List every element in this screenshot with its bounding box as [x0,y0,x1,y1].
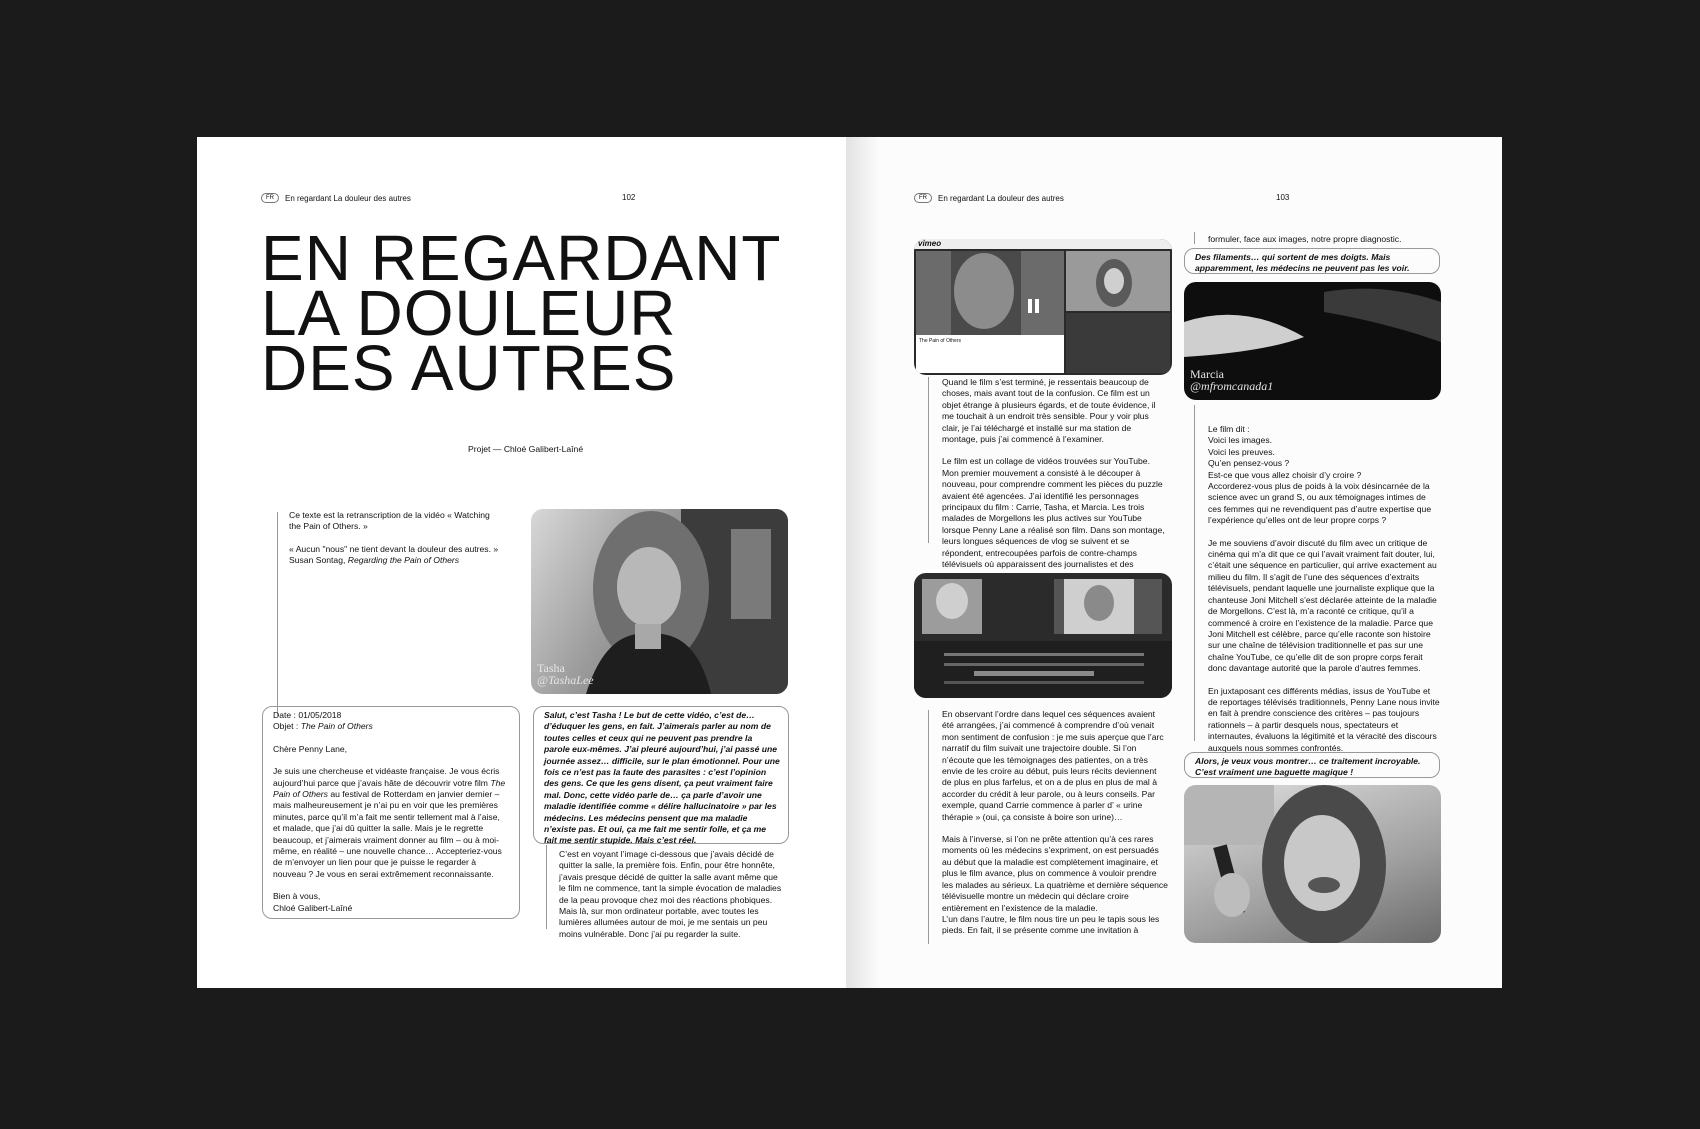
baguette-quote-box: Alors, je veux vous montrer… ce traitement incroyable. C’est vraiment une baguette magique ! [1184,752,1440,778]
intro-text [289,510,499,567]
film-says: Le film dit : Voici les images. Voici les preuves. Qu’en pensez-vous ? Est-ce que vous allez choisir d’y croire ? Accorderez-vous plus de poids à la voix désincarnée de la science avec un grand S, ou aux témoignages intimes de ces femmes qui ne revendiquent pas d’autre expertise que l’expérience qu’elles ont de leur propre corps ? [1208,424,1432,526]
video-player [916,251,1064,335]
marcia-caption [1190,368,1273,392]
title-line-1: EN REGARDANT [261,222,782,294]
page-number: 102 [622,193,636,202]
running-title: En regardant La douleur des autres [938,193,1064,203]
letter-date: Date : 01/05/2018 [273,710,342,720]
desktop-window [1066,313,1170,373]
tasha-quote-box: Salut, c’est Tasha ! Le but de cette vidéo, c’est de… d’éduquer les gens, en fait. J’aimerais parler au nom de toutes celles et ceux qui ne peuvent pas prendre la parole eux-mêmes. J’ai pleuré aujourd’hui, j’ai passé une journée assez… difficile, sur le plan émotionnel. Pour une fois ce n’est pas la faute des parasites : c’est l’opinion des gens. Ce que les gens disent, ça peut vraiment faire mal. Donc, cette vidéo parle de… ça parle d’avoir une maladie identifiée comme « délire hallucinatoire » par les médecins. Les médecins pensent que ma maladie n’existe pas. Et oui, ça me fait me sentir folle, et ça me fait me sentir stupide. Mais c’est réel. [533,706,789,844]
running-title: En regardant La douleur des autres [285,193,411,203]
running-header [914,193,1064,203]
col2-top-line: formuler, face aux images, notre propre diagnostic. [1208,234,1402,244]
editing-timeline-screenshot [914,573,1172,698]
paragraph-4: Mais à l’inverse, si l’on ne prête attention qu’à ces rares moments où les médecins s’expriment, on est persuadés au début que la maladie est complètement imaginaire, et plus le film avance, plus on commence à vouloir prendre les malades au sérieux. La quatrième et dernière séquence télévisuelle montre un médecin qui déclare croire entièrement en l’existence de la maladie. L’un dans l’autre, le film nous tire un peu le tapis sous les pieds. En fait, il se présente comme une invitation à [942,834,1168,936]
tasha-caption [537,662,594,686]
book-spine-shadow [846,137,880,988]
browser-bar [914,239,1172,249]
paragraph-5: Je me souviens d’avoir discuté du film avec un critique de cinéma qui m’a dit que ce qui l’avait vraiment fait douter, lui, c’était une séquence en particulier, qui arrive exactement au milieu du film. Il s’agit de l’une des séquences d’extraits télévisuels, pendant laquelle une journaliste explique que la chanteuse Joni Mitchell s’est déclarée atteinte de la maladie de Morgellons. C’est là, m’a raconté ce critique, qu’il a commencé à croire en l’existence de la maladie. Parce que Joni Mitchell est célèbre, parce qu’elle raconte son histoire sur une chaîne de télévision traditionnelle et pas sur une chaîne YouTube, ce qu’elle dit de son propre corps ferait donc davantage autorité que la parole d’autres femmes. [1208,537,1437,674]
caption-name: Marcia [1190,367,1224,381]
language-badge: FR [914,193,932,203]
timeline-graphic [914,573,1172,698]
right-page [846,137,1502,988]
letter-signature: Chloé Galibert-Laîné [273,902,353,913]
margin-rule-3 [1194,232,1195,244]
intro-note: Ce texte est la retranscription de la vidéo « Watching the Pain of Others. » [289,510,490,532]
body-paragraph: C’est en voyant l’image ci-dessous que j’avais décidé de quitter la salle, la première fois. Enfin, pour être honnête, j’avais presque décidé de quitter la salle avant même que le film ne commence, tant la simple évocation de maladies de la peau provoque chez moi des réactions phobiques. Mais là, sur mon ordinateur portable, avec toutes les lumières allumées autour de moi, je me sentais un peu moins vulnérable. Donc j’ai pu regarder la suite. [559,849,782,939]
paragraph-3: En observant l’ordre dans lequel ces séquences avaient été arrangées, j’ai commencé à comprendre d’où venait mon sentiment de confusion : je me suis aperçue que l’arc narratif du film suivait une trajectoire double. Si l’on n’écoute que les témoignages des patientes, on a très envie de les croire au début, puis leurs récits deviennent de plus en plus farfelus, et on a de plus en plus de mal à accorder du crédit à leur parole, ou à leurs conseils. Par exemple, quand Carrie commence à parler d’ « urine thérapie » (oui, ça consiste à boire son urine)… [942,709,1164,822]
vimeo-logo: vimeo [918,239,942,248]
title-line-3: DES AUTRES [261,332,677,404]
vimeo-screenshot [914,239,1172,375]
right-col1-text-lower [942,709,1168,948]
epigraph-source: Susan Sontag, Regarding the Pain of Others [289,555,460,566]
page-number: 103 [1276,193,1290,202]
letter-body: Je suis une chercheuse et vidéaste française. Je vous écris aujourd’hui parce que j’avais hâte de découvrir votre film The Pain of Others au festival de Rotterdam en janvier dernier – mais malheureusement je n’ai pu en voir que les premières minutes, parce qu’il m’a fait me sentir tellement mal à l’aise, et malade, que j’ai dû quitter la salle. Mais je le regrette beaucoup, et j’aimerais vraiment donner au film – ou à moi-même, en réalité – une nouvelle chance… Accepteriez-vous de m’envoyer un lien pour que je puisse le regarder à nouveau ? Je vous en serai extrêmement reconnaissante. [273,766,506,879]
paragraph-1: Quand le film s’est terminé, je ressentais beaucoup de choses, mais avant tout de la confusion. Ce film est un objet étrange à plusieurs égards, et de toute évidence, il me touchait à un endroit très sensible. Pour y voir plus clair, je l’ai téléchargé et installé sur ma station de montage, puis j’ai commencé à l’examiner. [942,377,1156,445]
letter-object: Objet : The Pain of Others [273,721,373,732]
caption-name: Tasha [537,661,565,675]
letter-box [262,706,520,919]
right-col1-text [942,377,1168,593]
video-info: The Pain of Others [916,335,1064,373]
article-title [261,222,782,404]
margin-rule-4 [1194,405,1195,741]
woman-image [1184,785,1441,943]
right-col2-text [1208,424,1440,765]
marcia-video-still [1184,282,1441,400]
tasha-video-still [531,509,788,694]
byline: Projet — Chloé Galibert-Laîné [468,444,584,454]
letter-closing: Bien à vous, [273,891,321,902]
caption-handle: @mfromcanada1 [1190,379,1274,393]
title-line-2: LA DOULEUR [261,277,677,349]
margin-rule-2 [928,710,929,944]
running-header [261,193,411,203]
caption-handle: @TashaLee [537,673,594,687]
paragraph-2: Le film est un collage de vidéos trouvées sur YouTube. Mon premier mouvement a consisté à le découper à nouveau, pour comprendre comment les pièces du puzzle avaient été agencées. J’ai identifié les personnages principaux du film : Carrie, Tasha, et Marcia. Les trois malades de Morgellons les plus actives sur YouTube lorsque Penny Lane a réalisé son film. Dans son montage, leurs longues séquences de vlog se suivent et se répondent, entrecoupées parfois de contre-champs télévisuels où apparaissent des journalistes et des [942,456,1165,570]
letter-greeting: Chère Penny Lane, [273,743,348,754]
video-frame [916,251,1064,335]
margin-rule [928,377,929,543]
margin-rule [277,512,278,716]
epigraph-quote: « Aucun "nous" ne tient devant la douleur des autres. » [289,543,499,554]
woman-with-wand-still [1184,785,1441,943]
left-page [197,137,846,988]
margin-rule-2 [546,845,547,929]
webcam-window [1066,251,1170,311]
paragraph-6: En juxtaposant ces différents médias, issus de YouTube et de reportages télévisés traditionnels, Penny Lane nous invite en fait à prendre conscience des critères – pas toujours rationnels – à partir desquels nous, spectateurs et internautes, évaluons la légitimité et la véracité des discours auxquels nous sommes confrontés. [1208,685,1440,753]
language-badge: FR [261,193,279,203]
filaments-quote-box: Des filaments… qui sortent de mes doigts. Mais apparemment, les médecins ne peuvent pas les voir. [1184,248,1440,274]
